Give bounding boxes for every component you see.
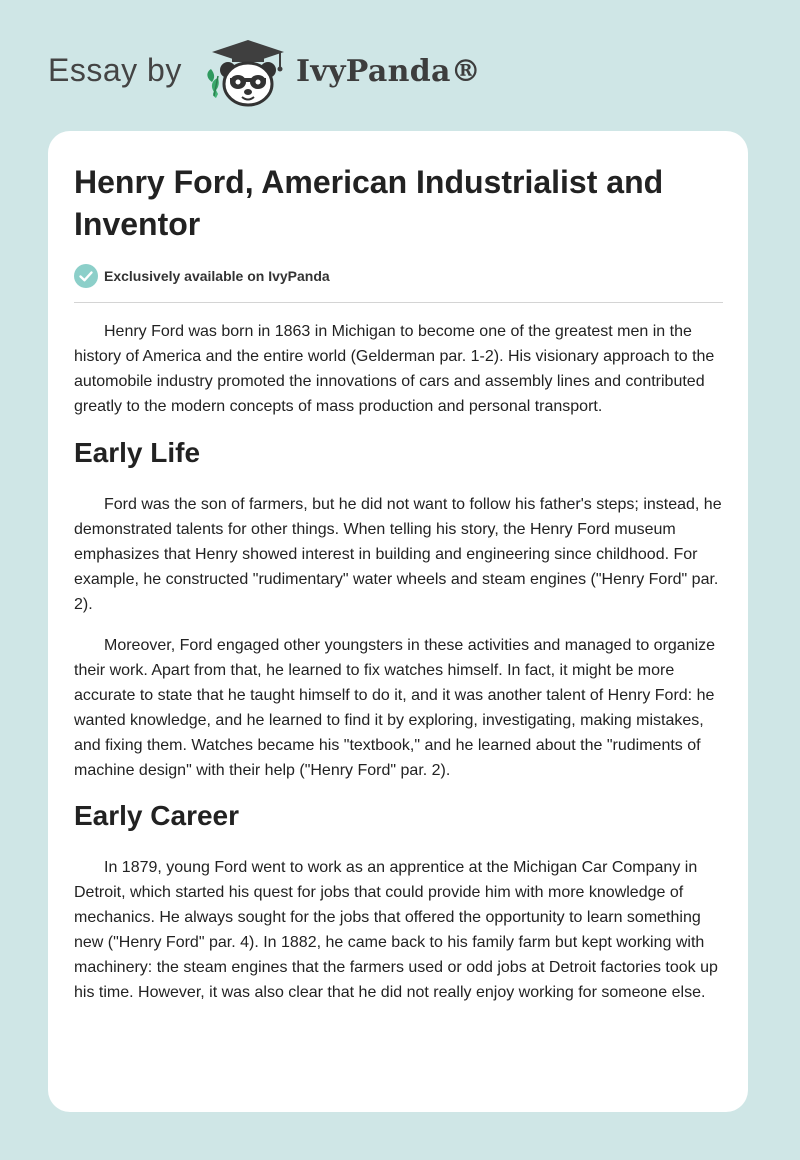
- paragraph: In 1879, young Ford went to work as an apprentice at the Michigan Car Company in Detroit, which started his quest for jobs that could provide him with more knowledge of mechanics. He always sought for the jobs that offered the opportunity to learn something new ("Henry Ford" par. 4). In 1882, he came back to his family farm but kept working with machinery: the steam engines that the farmers used or odd jobs at Detroit factories took up his time. However, it was also clear that he did not really enjoy working for someone else.: [74, 859, 718, 1001]
- divider: [74, 302, 723, 303]
- essay-by-label: Essay by: [48, 52, 182, 88]
- exclusive-badge: [74, 263, 330, 289]
- intro-paragraph: Henry Ford was born in 1863 in Michigan to become one of the greatest men in the history of America and the entire world (Gelderman par. 1-2). His visionary approach to the automobile industry promoted the innovations of cars and assembly lines and contributed greatly to the modern concepts of mass production and personal transport.: [74, 323, 715, 415]
- brand-name[interactable]: IvyPanda®: [296, 54, 482, 89]
- essay-body: [74, 319, 724, 1021]
- paragraph: Moreover, Ford engaged other youngsters in these activities and managed to organize their work. Apart from that, he learned to fix watches himself. In fact, it might be more accurate to state that he taught himself to do it, and it was another talent of Henry Ford: he wanted knowledge, and he learned to find it by exploring, investigating, making mistakes, and fixing them. Watches became his "textbook," and he learned about the "rudiments of machine design" with their help ("Henry Ford" par. 2).: [74, 637, 716, 779]
- check-circle-icon: [74, 264, 98, 288]
- essay-title: Henry Ford, American Industrialist and Inventor: [74, 164, 664, 242]
- site-header: [0, 0, 800, 130]
- section-heading-early-life: Early Life: [74, 437, 201, 468]
- panda-logo-icon[interactable]: [200, 36, 296, 112]
- paragraph: Ford was the son of farmers, but he did not want to follow his father's steps; instead, he demonstrated talents for other things. When telling his story, the Henry Ford museum emphasizes that Henry showed interest in building and engineering since childhood. For example, he constructed "rudimentary" water wheels and steam engines ("Henry Ford" par. 2).: [74, 496, 722, 613]
- essay-card: [48, 131, 748, 1112]
- exclusive-badge-label: Exclusively available on IvyPanda: [104, 268, 330, 284]
- section-heading-early-career: Early Career: [74, 800, 240, 831]
